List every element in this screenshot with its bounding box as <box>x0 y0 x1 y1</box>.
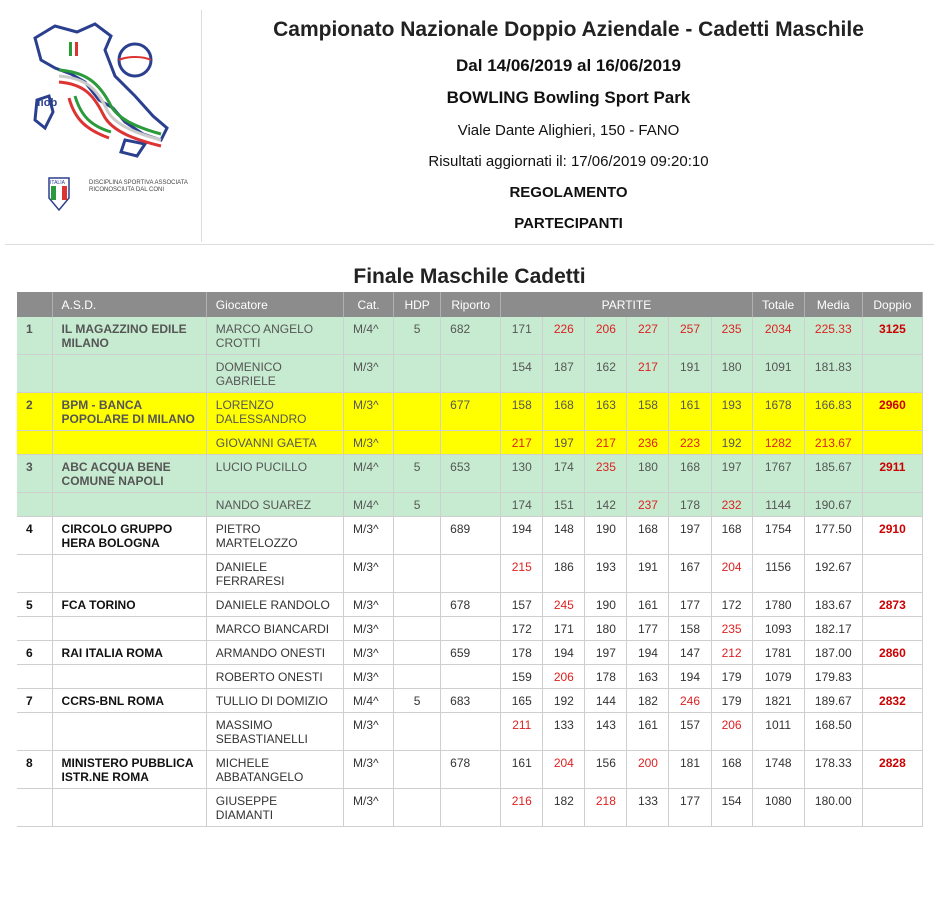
row-hdp <box>394 555 441 593</box>
row-game-score: 171 <box>501 317 543 355</box>
row-game-score: 178 <box>669 493 711 517</box>
row-media: 213.67 <box>804 431 862 455</box>
row-media: 187.00 <box>804 641 862 665</box>
table-header-row <box>17 292 923 317</box>
row-position: 6 <box>17 641 52 665</box>
row-hdp <box>394 751 441 789</box>
row-game-score: 227 <box>627 317 669 355</box>
row-game-score: 206 <box>543 665 585 689</box>
row-game-score: 174 <box>543 455 585 493</box>
row-player: NANDO SUAREZ <box>206 493 343 517</box>
row-player: PIETRO MARTELOZZO <box>206 517 343 555</box>
row-media: 168.50 <box>804 713 862 751</box>
col-partite: PARTITE <box>501 292 752 317</box>
row-game-score: 178 <box>585 665 627 689</box>
col-media: Media <box>804 292 862 317</box>
row-game-score: 191 <box>627 555 669 593</box>
row-category: M/4^ <box>344 317 394 355</box>
row-category: M/3^ <box>344 393 394 431</box>
row-player: GIUSEPPE DIAMANTI <box>206 789 343 827</box>
row-position: 2 <box>17 393 52 431</box>
row-doppio: 2910 <box>862 517 922 555</box>
row-game-score: 157 <box>669 713 711 751</box>
row-game-score: 178 <box>501 641 543 665</box>
results-table <box>17 292 923 827</box>
row-game-score: 180 <box>627 455 669 493</box>
row-category: M/3^ <box>344 617 394 641</box>
row-hdp: 5 <box>394 493 441 517</box>
row-totale: 1091 <box>752 355 804 393</box>
table-row <box>17 517 923 555</box>
row-category: M/3^ <box>344 355 394 393</box>
row-game-score: 165 <box>501 689 543 713</box>
row-game-score: 154 <box>711 789 752 827</box>
row-media: 178.33 <box>804 751 862 789</box>
row-category: M/3^ <box>344 641 394 665</box>
row-hdp <box>394 617 441 641</box>
row-media: 181.83 <box>804 355 862 393</box>
row-game-score: 235 <box>711 617 752 641</box>
table-row <box>17 689 923 713</box>
col-hdp: HDP <box>394 292 441 317</box>
row-team <box>52 493 206 517</box>
row-position: 5 <box>17 593 52 617</box>
row-category: M/3^ <box>344 555 394 593</box>
row-hdp <box>394 393 441 431</box>
row-game-score: 246 <box>669 689 711 713</box>
row-media: 177.50 <box>804 517 862 555</box>
table-row <box>17 593 923 617</box>
row-game-score: 237 <box>627 493 669 517</box>
row-game-score: 186 <box>543 555 585 593</box>
row-riporto <box>441 355 501 393</box>
row-doppio: 2911 <box>862 455 922 493</box>
row-hdp <box>394 665 441 689</box>
row-game-score: 161 <box>501 751 543 789</box>
row-game-score: 204 <box>711 555 752 593</box>
row-player: DANIELE FERRARESI <box>206 555 343 593</box>
row-game-score: 204 <box>543 751 585 789</box>
row-game-score: 206 <box>585 317 627 355</box>
row-game-score: 167 <box>669 555 711 593</box>
row-position: 1 <box>17 317 52 355</box>
table-row <box>17 431 923 455</box>
row-riporto <box>441 555 501 593</box>
row-position <box>17 555 52 593</box>
row-position <box>17 431 52 455</box>
row-game-score: 143 <box>585 713 627 751</box>
row-category: M/3^ <box>344 593 394 617</box>
row-hdp <box>394 431 441 455</box>
row-doppio <box>862 555 922 593</box>
row-game-score: 172 <box>501 617 543 641</box>
row-category: M/3^ <box>344 517 394 555</box>
row-team: RAI ITALIA ROMA <box>52 641 206 665</box>
row-position <box>17 493 52 517</box>
row-totale: 1282 <box>752 431 804 455</box>
row-category: M/3^ <box>344 751 394 789</box>
row-game-score: 211 <box>501 713 543 751</box>
row-media: 189.67 <box>804 689 862 713</box>
row-totale: 1079 <box>752 665 804 689</box>
row-position <box>17 617 52 641</box>
row-game-score: 177 <box>627 617 669 641</box>
row-category: M/4^ <box>344 455 394 493</box>
row-player: DANIELE RANDOLO <box>206 593 343 617</box>
fiob-logo <box>5 10 202 242</box>
row-hdp: 5 <box>394 689 441 713</box>
row-totale: 1748 <box>752 751 804 789</box>
row-game-score: 187 <box>543 355 585 393</box>
row-riporto <box>441 493 501 517</box>
table-row <box>17 789 923 827</box>
row-doppio: 2960 <box>862 393 922 431</box>
table-row <box>17 555 923 593</box>
svg-text:ITALIA: ITALIA <box>50 180 65 186</box>
row-game-score: 159 <box>501 665 543 689</box>
row-game-score: 206 <box>711 713 752 751</box>
table-row <box>17 355 923 393</box>
row-doppio <box>862 713 922 751</box>
table-row <box>17 713 923 751</box>
row-game-score: 180 <box>585 617 627 641</box>
row-team: MINISTERO PUBBLICA ISTR.NE ROMA <box>52 751 206 789</box>
row-totale: 1780 <box>752 593 804 617</box>
row-media: 166.83 <box>804 393 862 431</box>
row-team: CIRCOLO GRUPPO HERA BOLOGNA <box>52 517 206 555</box>
col-pos <box>17 292 52 317</box>
row-totale: 1080 <box>752 789 804 827</box>
row-game-score: 177 <box>669 593 711 617</box>
section-title: Finale Maschile Cadetti <box>353 265 586 288</box>
row-game-score: 192 <box>711 431 752 455</box>
page-title: Campionato Nazionale Doppio Aziendale - Cadetti Maschile <box>273 18 864 41</box>
table-row <box>17 751 923 789</box>
row-game-score: 200 <box>627 751 669 789</box>
row-player: TULLIO DI DOMIZIO <box>206 689 343 713</box>
row-game-score: 161 <box>627 713 669 751</box>
row-game-score: 161 <box>627 593 669 617</box>
row-totale: 1144 <box>752 493 804 517</box>
row-media: 225.33 <box>804 317 862 355</box>
row-doppio <box>862 355 922 393</box>
row-game-score: 257 <box>669 317 711 355</box>
row-team <box>52 355 206 393</box>
coni-caption: DISCIPLINA SPORTIVA ASSOCIATA RICONOSCIUTA DAL CONI <box>89 180 188 193</box>
row-team: IL MAGAZZINO EDILE MILANO <box>52 317 206 355</box>
row-hdp <box>394 713 441 751</box>
row-game-score: 168 <box>711 751 752 789</box>
row-game-score: 144 <box>585 689 627 713</box>
table-row <box>17 317 923 355</box>
row-category: M/3^ <box>344 789 394 827</box>
row-game-score: 133 <box>543 713 585 751</box>
row-media: 190.67 <box>804 493 862 517</box>
row-game-score: 162 <box>585 355 627 393</box>
row-game-score: 163 <box>627 665 669 689</box>
row-game-score: 226 <box>543 317 585 355</box>
row-totale: 1011 <box>752 713 804 751</box>
row-game-score: 174 <box>501 493 543 517</box>
row-hdp <box>394 789 441 827</box>
row-game-score: 182 <box>627 689 669 713</box>
row-totale: 2034 <box>752 317 804 355</box>
partecipanti-link[interactable]: PARTECIPANTI <box>514 215 623 232</box>
row-media: 180.00 <box>804 789 862 827</box>
table-row <box>17 393 923 431</box>
row-game-score: 157 <box>501 593 543 617</box>
row-game-score: 168 <box>669 455 711 493</box>
row-team <box>52 555 206 593</box>
row-doppio: 3125 <box>862 317 922 355</box>
row-player: GIOVANNI GAETA <box>206 431 343 455</box>
row-game-score: 192 <box>543 689 585 713</box>
row-game-score: 235 <box>711 317 752 355</box>
row-hdp: 5 <box>394 455 441 493</box>
row-game-score: 197 <box>543 431 585 455</box>
row-game-score: 151 <box>543 493 585 517</box>
row-game-score: 158 <box>501 393 543 431</box>
row-game-score: 194 <box>627 641 669 665</box>
row-riporto <box>441 617 501 641</box>
row-position: 4 <box>17 517 52 555</box>
row-position <box>17 713 52 751</box>
row-doppio <box>862 431 922 455</box>
table-row <box>17 493 923 517</box>
row-player: MARCO ANGELO CROTTI <box>206 317 343 355</box>
row-doppio <box>862 493 922 517</box>
row-position: 3 <box>17 455 52 493</box>
row-player: MICHELE ABBATANGELO <box>206 751 343 789</box>
row-category: M/3^ <box>344 665 394 689</box>
row-game-score: 245 <box>543 593 585 617</box>
row-position <box>17 665 52 689</box>
row-media: 192.67 <box>804 555 862 593</box>
row-riporto: 678 <box>441 751 501 789</box>
row-game-score: 168 <box>627 517 669 555</box>
table-row <box>17 455 923 493</box>
row-team <box>52 713 206 751</box>
row-team: CCRS-BNL ROMA <box>52 689 206 713</box>
row-hdp <box>394 641 441 665</box>
row-riporto: 653 <box>441 455 501 493</box>
row-riporto <box>441 431 501 455</box>
row-game-score: 197 <box>711 455 752 493</box>
row-doppio: 2873 <box>862 593 922 617</box>
row-game-score: 218 <box>585 789 627 827</box>
row-totale: 1093 <box>752 617 804 641</box>
row-riporto: 678 <box>441 593 501 617</box>
row-player: ARMANDO ONESTI <box>206 641 343 665</box>
row-player: LUCIO PUCILLO <box>206 455 343 493</box>
row-game-score: 217 <box>501 431 543 455</box>
row-hdp: 5 <box>394 317 441 355</box>
row-riporto <box>441 789 501 827</box>
row-riporto: 689 <box>441 517 501 555</box>
row-game-score: 177 <box>669 789 711 827</box>
row-player: DOMENICO GABRIELE <box>206 355 343 393</box>
row-totale: 1821 <box>752 689 804 713</box>
row-player: MASSIMO SEBASTIANELLI <box>206 713 343 751</box>
row-game-score: 235 <box>585 455 627 493</box>
row-game-score: 172 <box>711 593 752 617</box>
row-position <box>17 789 52 827</box>
row-media: 183.67 <box>804 593 862 617</box>
row-position <box>17 355 52 393</box>
row-totale: 1678 <box>752 393 804 431</box>
row-player: MARCO BIANCARDI <box>206 617 343 641</box>
row-totale: 1767 <box>752 455 804 493</box>
row-media: 185.67 <box>804 455 862 493</box>
row-game-score: 168 <box>543 393 585 431</box>
row-game-score: 163 <box>585 393 627 431</box>
svg-text:fiob: fiob <box>37 97 58 109</box>
table-row <box>17 617 923 641</box>
row-riporto <box>441 665 501 689</box>
row-game-score: 147 <box>669 641 711 665</box>
event-venue: BOWLING Bowling Sport Park <box>446 88 691 107</box>
row-category: M/4^ <box>344 493 394 517</box>
row-media: 182.17 <box>804 617 862 641</box>
row-riporto: 683 <box>441 689 501 713</box>
row-totale: 1754 <box>752 517 804 555</box>
event-info <box>203 10 934 232</box>
row-game-score: 215 <box>501 555 543 593</box>
row-game-score: 161 <box>669 393 711 431</box>
results-body <box>17 317 923 827</box>
row-doppio <box>862 789 922 827</box>
row-game-score: 158 <box>627 393 669 431</box>
row-team: ABC ACQUA BENE COMUNE NAPOLI <box>52 455 206 493</box>
row-totale: 1156 <box>752 555 804 593</box>
row-team <box>52 789 206 827</box>
row-game-score: 168 <box>711 517 752 555</box>
row-game-score: 182 <box>543 789 585 827</box>
row-game-score: 232 <box>711 493 752 517</box>
col-giocatore: Giocatore <box>206 292 343 317</box>
row-position: 8 <box>17 751 52 789</box>
row-game-score: 194 <box>543 641 585 665</box>
row-media: 179.83 <box>804 665 862 689</box>
row-game-score: 142 <box>585 493 627 517</box>
row-game-score: 180 <box>711 355 752 393</box>
row-hdp <box>394 593 441 617</box>
row-game-score: 236 <box>627 431 669 455</box>
row-game-score: 217 <box>627 355 669 393</box>
row-game-score: 158 <box>669 617 711 641</box>
row-team: BPM - BANCA POPOLARE DI MILANO <box>52 393 206 431</box>
table-row <box>17 641 923 665</box>
row-riporto: 677 <box>441 393 501 431</box>
col-totale: Totale <box>752 292 804 317</box>
row-game-score: 171 <box>543 617 585 641</box>
row-category: M/3^ <box>344 431 394 455</box>
row-game-score: 133 <box>627 789 669 827</box>
row-team <box>52 431 206 455</box>
row-category: M/4^ <box>344 689 394 713</box>
row-game-score: 197 <box>669 517 711 555</box>
update-timestamp: Risultati aggiornati il: 17/06/2019 09:20:10 <box>428 153 709 170</box>
row-team <box>52 665 206 689</box>
row-riporto: 682 <box>441 317 501 355</box>
row-game-score: 193 <box>585 555 627 593</box>
row-doppio: 2860 <box>862 641 922 665</box>
row-player: ROBERTO ONESTI <box>206 665 343 689</box>
row-team <box>52 617 206 641</box>
table-row <box>17 665 923 689</box>
row-game-score: 130 <box>501 455 543 493</box>
row-game-score: 194 <box>669 665 711 689</box>
row-game-score: 156 <box>585 751 627 789</box>
row-doppio <box>862 617 922 641</box>
row-totale: 1781 <box>752 641 804 665</box>
col-asd: A.S.D. <box>52 292 206 317</box>
event-dates: Dal 14/06/2019 al 16/06/2019 <box>456 56 681 75</box>
page-header <box>5 10 934 245</box>
regolamento-link[interactable]: REGOLAMENTO <box>509 184 628 201</box>
row-game-score: 212 <box>711 641 752 665</box>
row-doppio: 2832 <box>862 689 922 713</box>
row-game-score: 181 <box>669 751 711 789</box>
row-riporto <box>441 713 501 751</box>
row-game-score: 197 <box>585 641 627 665</box>
event-address: Viale Dante Alighieri, 150 - FANO <box>457 122 680 139</box>
row-game-score: 223 <box>669 431 711 455</box>
row-hdp <box>394 517 441 555</box>
row-hdp <box>394 355 441 393</box>
row-riporto: 659 <box>441 641 501 665</box>
col-riporto: Riporto <box>441 292 501 317</box>
col-cat: Cat. <box>344 292 394 317</box>
row-game-score: 179 <box>711 665 752 689</box>
row-game-score: 216 <box>501 789 543 827</box>
row-game-score: 194 <box>501 517 543 555</box>
row-team: FCA TORINO <box>52 593 206 617</box>
row-game-score: 190 <box>585 593 627 617</box>
row-doppio: 2828 <box>862 751 922 789</box>
row-game-score: 190 <box>585 517 627 555</box>
row-game-score: 154 <box>501 355 543 393</box>
row-game-score: 217 <box>585 431 627 455</box>
row-game-score: 193 <box>711 393 752 431</box>
row-position: 7 <box>17 689 52 713</box>
row-category: M/3^ <box>344 713 394 751</box>
row-game-score: 191 <box>669 355 711 393</box>
row-doppio <box>862 665 922 689</box>
col-doppio: Doppio <box>862 292 922 317</box>
row-game-score: 179 <box>711 689 752 713</box>
row-player: LORENZO DALESSANDRO <box>206 393 343 431</box>
row-game-score: 148 <box>543 517 585 555</box>
